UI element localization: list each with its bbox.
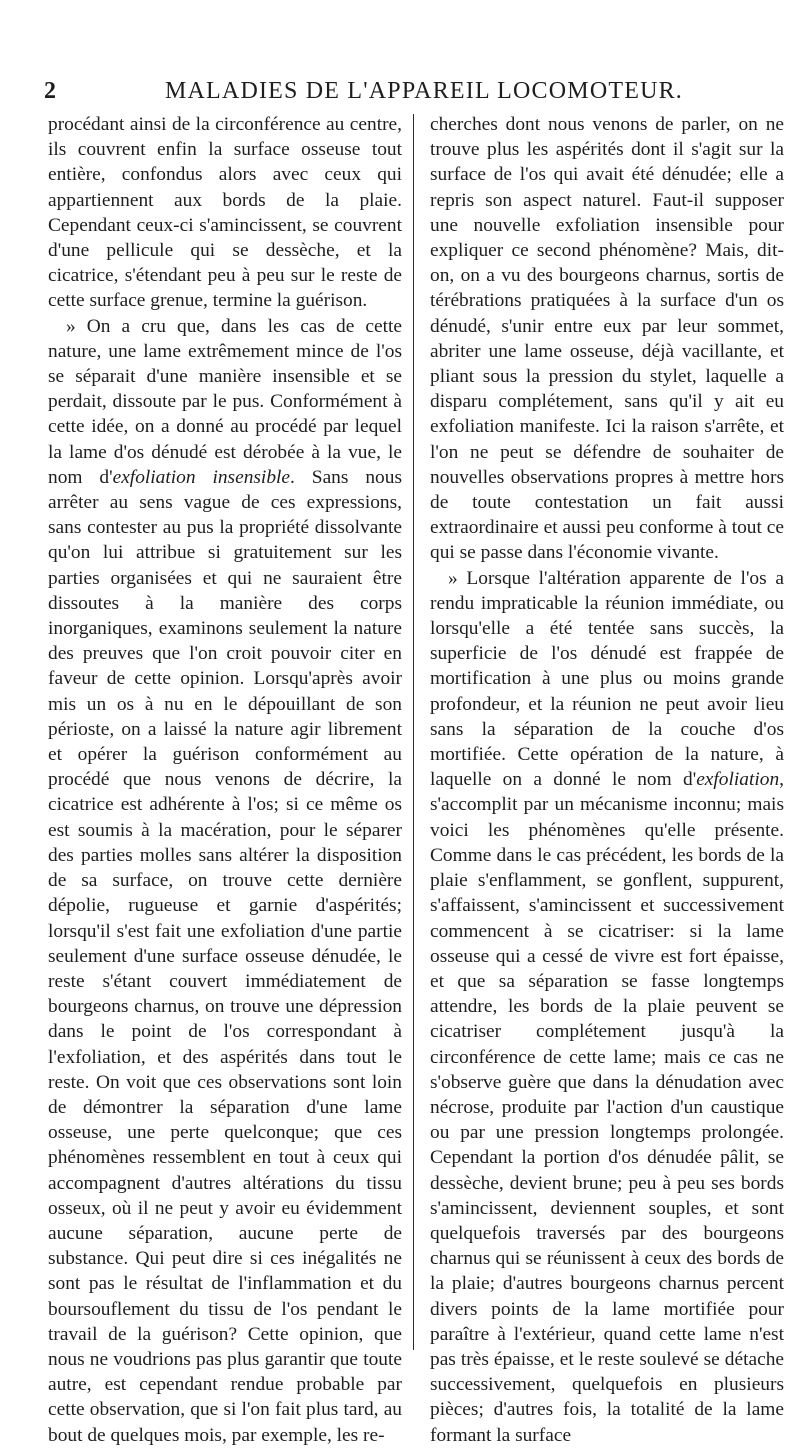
running-title: MALADIES DE L'APPAREIL LOCOMOTEUR.	[164, 78, 684, 104]
italic-term: exfoliation insensible	[112, 466, 291, 488]
left-column	[48, 112, 402, 1448]
text-run: . Sans nous arrêter au sens vague de ces expressions, sans contester au pus la propriété dissolvante qu'on lui attribue si gratuitement sur les parties organisées et qui ne sauraient être dissoutes à la manière des corps inorganiques, examinons seulement la nature des preuves que l'on croit pouvoir citer en faveur de cette opinion. Lorsqu'après avoir mis un os à nu en le dépouillant de son périoste, on a laissé la nature agir librement et opérer la guérison conformément au procédé que nous venons de décrire, la cicatrice est adhérente à l'os; si ce même os est soumis à la macération, pour le séparer des parties molles sans altérer la disposition de sa surface, on trouve cette dernière dépolie, rugueuse et garnie d'aspérités; lorsqu'il s'est fait une exfoliation d'une partie seulement d'une surface osseuse dénudée, le reste s'étant couvert immédiatement de bourgeons charnus, on trouve une dépression dans le point de l'os correspondant à l'exfoliation, et des aspérités dans tout le reste. On voit que ces observations sont loin de démontrer la séparation d'une lame osseuse, une perte quelconque; que ces phénomènes ressemblent en tout à ceux qui accompagnent d'autres altérations du tissu osseux, où il ne peut y avoir eu évidemment aucune séparation, aucune perte de substance. Qui peut dire si ces inégalités ne sont pas le résultat de l'inflammation et du boursouflement du tissu de l'os pendant le travail de la guérison? Cette opinion, que nous ne voudrions pas plus garantir que toute autre, est cependant rendue probable par cette observation, que si l'on fait plus tard, au bout de quelques mois, par exemple, les re-	[48, 466, 402, 1446]
italic-term: exfoliation	[696, 769, 780, 791]
text-run: , s'accomplit par un mécanisme inconnu; mais voici les phénomènes qu'elle présente. Comme dans le cas précédent, les bords de la plaie s'enflamment, se gonflent, suppurent, s'affaissent, s'amincissent et successivement commencent à se cicatriser: si la lame osseuse qui a cessé de vivre est fort épaisse, et que sa séparation se fasse longtemps attendre, les bords de la plaie peuvent se cicatriser complétement jusqu'à la circonférence de cette lame; mais ce cas ne s'observe guère que dans la dénudation avec nécrose, produite par l'action d'un caustique ou par une pression longtemps prolongée. Cependant la portion d'os dénudée pâlit, se dessèche, devient brune; peu à peu ses bords s'amincissent, deviennent souples, et sont quelquefois traversés par des bourgeons charnus qui se réunissent à ceux des bords de la plaie; d'autres bourgeons charnus percent divers points de la lame mortifiée pour paraître à l'extérieur, quand cette lame n'est pas très épaisse, et le reste soulevé se détache successivement, quelquefois en plusieurs pièces; d'autres fois, la totalité de la lame formant la surface	[430, 769, 784, 1446]
text-run: » On a cru que, dans les cas de cette nature, une lame extrêmement mince de l'os se séparait d'une manière insensible et se perdait, dissoute par le pus. Conformément à cette idée, on a donné au procédé par lequel la lame d'os dénudé est dérobée à la vue, le nom d'	[48, 315, 402, 488]
paragraph: procédant ainsi de la circonférence au centre, ils couvrent enfin la surface osseuse tout entière, confondus alors avec ceux qui appartiennent aux bords de la plaie. Cependant ceux-ci s'amincissent, se couvrent d'une pellicule qui se dessèche, et la cicatrice, s'étendant peu à peu sur le reste de cette surface grenue, termine la guérison.	[48, 114, 402, 312]
page-number: 2	[44, 78, 58, 104]
right-column	[430, 112, 784, 1448]
column-divider	[413, 114, 414, 1350]
paragraph	[430, 566, 784, 1448]
running-head	[44, 76, 764, 106]
paragraph	[48, 314, 402, 1448]
paragraph: cherches dont nous venons de parler, on ne trouve plus les aspérités dont il s'agit sur la surface de l'os qui avait été dénudée; elle a repris son aspect naturel. Faut-il supposer une nouvelle exfoliation insensible pour expliquer ce second phénomène? Mais, dit-on, on a vu des bourgeons charnus, sortis de térébrations pratiquées à la surface d'un os dénudé, s'unir entre eux par leur sommet, abriter une lame osseuse, déjà vacillante, et pliant sous la pression du stylet, laquelle a disparu complétement, sans qu'il y ait eu exfoliation manifeste. Ici la raison s'arrête, et l'on ne peut se défendre de souhaiter de nouvelles observations propres à mettre hors de toute contestation un fait aussi extraordinaire et aussi peu conforme à tout ce qui se passe dans l'économie vivante.	[430, 114, 784, 564]
text-run: » Lorsque l'altération apparente de l'os a rendu impraticable la réunion immédiate, ou lorsqu'elle a été tentée sans succès, la superficie de l'os dénudé est frappée de mortification à une plus ou moins grande profondeur, et la réunion ne peut avoir lieu sans la séparation de la couche d'os mortifiée. Cette opération de la nature, à laquelle on a donné le nom d'	[430, 567, 784, 791]
